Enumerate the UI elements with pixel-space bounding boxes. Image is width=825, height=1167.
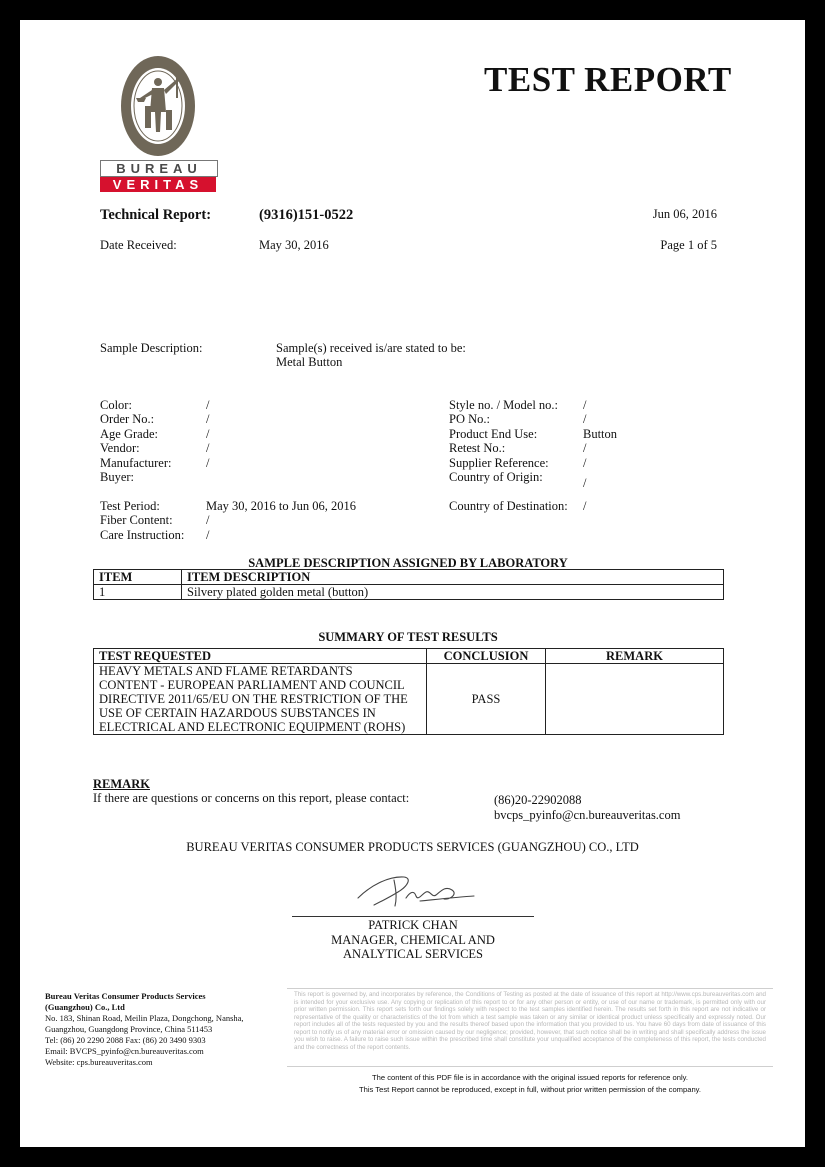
destination-value: / <box>583 499 587 513</box>
table-row <box>94 585 724 600</box>
field-label: PO No.: <box>449 412 490 426</box>
field-label: Retest No.: <box>449 441 506 455</box>
summary-heading: SUMMARY OF TEST RESULTS <box>318 630 498 644</box>
field-label: Age Grade: <box>100 427 158 441</box>
date-received-value: May 30, 2016 <box>259 238 329 252</box>
sample-description-label: Sample Description: <box>100 341 203 355</box>
col-remark-header: REMARK <box>546 649 724 664</box>
field-label: Manufacturer: <box>100 456 172 470</box>
footer-company-2: (Guangzhou) Co., Ltd <box>45 1002 125 1012</box>
test-line: HEAVY METALS AND FLAME RETARDANTS <box>99 664 353 678</box>
field-value: / <box>206 398 210 412</box>
conclusion-cell: PASS <box>427 664 546 735</box>
col-test-header: TEST REQUESTED <box>94 649 427 664</box>
footer-address-2: Guangzhou, Guangdong Province, China 511453 <box>45 1024 213 1034</box>
care-instruction-label: Care Instruction: <box>100 528 185 542</box>
footer-divider-bottom <box>287 1066 773 1067</box>
fiber-content-value: / <box>206 513 210 527</box>
field-value: / <box>583 398 587 412</box>
signer-name: PATRICK CHAN <box>368 918 458 932</box>
contact-email: bvcps_pyinfo@cn.bureauveritas.com <box>494 808 681 822</box>
care-instruction-value: / <box>206 528 210 542</box>
report-number: (9316)151-0522 <box>259 207 354 223</box>
contact-phone: (86)20-22902088 <box>494 793 582 807</box>
test-period-label: Test Period: <box>100 499 160 513</box>
col-conclusion-header: CONCLUSION <box>427 649 546 664</box>
remark-heading: REMARK <box>93 777 150 791</box>
signer-title-2: ANALYTICAL SERVICES <box>343 947 483 961</box>
report-title: TEST REPORT <box>484 60 732 99</box>
test-requested-cell <box>94 664 427 735</box>
signature-icon <box>350 868 475 910</box>
test-line: DIRECTIVE 2011/65/EU ON THE RESTRICTION OF THE <box>99 692 408 706</box>
field-value: / <box>206 456 210 470</box>
summary-table <box>93 648 724 735</box>
field-label: Product End Use: <box>449 427 538 441</box>
signature-line <box>292 916 534 917</box>
field-value: Button <box>583 427 618 441</box>
company-name: BUREAU VERITAS CONSUMER PRODUCTS SERVICES (GUANGZHOU) CO., LTD <box>186 840 639 854</box>
item-cell: 1 <box>94 585 182 600</box>
field-value: / <box>583 476 587 490</box>
remark-text: If there are questions or concerns on this report, please contact: <box>93 791 410 805</box>
fiber-content-label: Fiber Content: <box>100 513 173 527</box>
footer-fine-print: This report is governed by, and incorporates by reference, the Conditions of Testing as posted at the date of issuance of this report at http://www.cps.bureauveritas.com and is intended for your exclusive use. Any copying or replication of this report to or for any other person or entity, or use of our name or trademark, is permitted only with our prior written permission. This report sets forth our findings solely with respect to the test samples identified herein. The results set forth in this report are not indicative or representative of the quality or characteristics of the lot from which a test sample was taken or any similar or identical product unless specifically and expressly noted. Our report includes all of the tests requested by you and the results thereof based upon the information that you provided to us. You have 60 days from date of issuance of this report to notify us of any material error or omission caused by our negligence; provided, however, that such notice shall be in writing and shall specifically address the issue you wish to raise. A failure to raise such issue within the prescribed time shall constitute your unqualified acceptance of the completeness of this report, the tests conducted and the correctness of the report contents. <box>294 991 766 1051</box>
field-value: / <box>583 456 587 470</box>
report-page <box>20 20 805 1147</box>
destination-label: Country of Destination: <box>449 499 568 513</box>
footer-email: Email: BVCPS_pyinfo@cn.bureauveritas.com <box>45 1046 204 1056</box>
bureau-veritas-logo <box>100 54 218 196</box>
field-value: / <box>206 412 210 426</box>
test-line: USE OF CERTAIN HAZARDOUS SUBSTANCES IN <box>99 706 376 720</box>
field-label: Buyer: <box>100 470 135 484</box>
field-label: Vendor: <box>100 441 140 455</box>
col-item-header: ITEM <box>94 570 182 585</box>
test-line: CONTENT - EUROPEAN PARLIAMENT AND COUNCIL <box>99 678 405 692</box>
field-value: / <box>206 441 210 455</box>
field-label: Style no. / Model no.: <box>449 398 559 412</box>
lab-table-heading: SAMPLE DESCRIPTION ASSIGNED BY LABORATORY <box>248 556 568 570</box>
field-label: Supplier Reference: <box>449 456 549 470</box>
footer-disclaimer-1: The content of this PDF file is in accordance with the original issued reports for reference only. <box>372 1073 688 1082</box>
test-line: ELECTRICAL AND ELECTRONIC EQUIPMENT (ROHS) <box>99 720 406 734</box>
logo-word-bureau: BUREAU <box>100 160 218 177</box>
footer-company-1: Bureau Veritas Consumer Products Services <box>45 991 206 1001</box>
description-cell: Silvery plated golden metal (button) <box>182 585 724 600</box>
footer-website: Website: cps.bureauveritas.com <box>45 1057 153 1067</box>
sample-line-1: Sample(s) received is/are stated to be: <box>276 341 466 355</box>
footer-divider-top <box>287 988 773 989</box>
footer-address-1: No. 183, Shinan Road, Meilin Plaza, Dongchong, Nansha, <box>45 1013 244 1023</box>
report-date: Jun 06, 2016 <box>652 207 717 221</box>
test-period-value: May 30, 2016 to Jun 06, 2016 <box>206 499 356 513</box>
lab-table <box>93 569 724 600</box>
field-value: / <box>583 441 587 455</box>
field-value: / <box>206 427 210 441</box>
seal-icon <box>100 54 218 158</box>
signer-title-1: MANAGER, CHEMICAL AND <box>331 933 495 947</box>
footer-tel: Tel: (86) 20 2290 2088 Fax: (86) 20 3490 9303 <box>45 1035 206 1045</box>
field-label: Country of Origin: <box>449 470 543 484</box>
sample-line-2: Metal Button <box>276 355 343 369</box>
remark-cell <box>546 664 724 735</box>
field-label: Order No.: <box>100 412 155 426</box>
report-label: Technical Report: <box>100 207 212 223</box>
page-number: Page 1 of 5 <box>660 238 717 252</box>
field-value: / <box>583 412 587 426</box>
footer-disclaimer-2: This Test Report cannot be reproduced, except in full, without prior written permission of the company. <box>358 1085 702 1094</box>
date-received-label: Date Received: <box>100 238 177 252</box>
col-description-header: ITEM DESCRIPTION <box>182 570 724 585</box>
logo-word-veritas: VERITAS <box>100 177 216 192</box>
table-row <box>94 664 724 735</box>
field-label: Color: <box>100 398 132 412</box>
